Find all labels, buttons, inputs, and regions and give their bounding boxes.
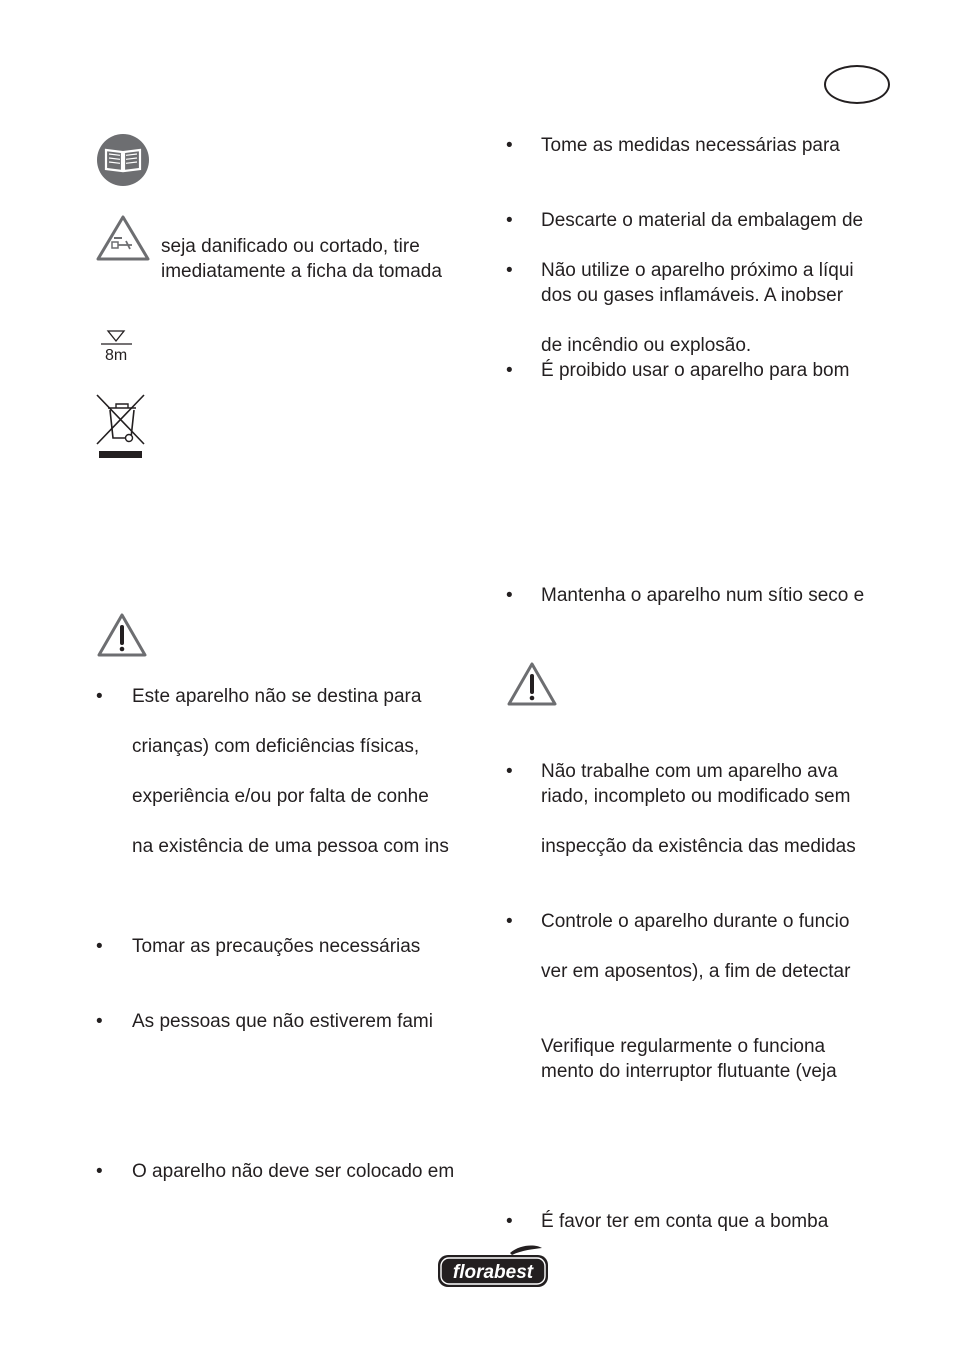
depth-label: 8m xyxy=(105,347,128,364)
cord-damage-warning-icon xyxy=(96,214,150,262)
manual-book-icon xyxy=(96,133,150,187)
right-bullet-5-line-1: Mantenha o aparelho num sítio seco e xyxy=(541,585,865,606)
bullet-marker: • xyxy=(506,1211,513,1232)
bullet-marker: • xyxy=(96,1011,103,1032)
bullet-marker: • xyxy=(96,936,103,957)
right-bullet-7-line-1: Controle o aparelho durante o funcio xyxy=(541,911,850,932)
right-bullet-2-line-1: Descarte o material da embalagem de xyxy=(541,210,864,231)
bullet-marker: • xyxy=(96,1161,103,1182)
bullet-marker: • xyxy=(506,210,513,231)
left-bullet-3-line-1: As pessoas que não estiverem fami xyxy=(132,1011,433,1032)
warning-triangle-icon xyxy=(507,661,557,707)
left-bullet-1-line-2: crianças) com deficiências físicas, xyxy=(132,736,420,757)
right-bullet-7-line-3: Verifique regularmente o funciona xyxy=(541,1036,826,1057)
cord-warning-line-1: seja danificado ou cortado, tire xyxy=(161,236,420,257)
left-bullet-2-line-1: Tomar as precauções necessárias xyxy=(132,936,421,957)
depth-8m-icon xyxy=(98,328,138,348)
cord-warning-line-2: imediatamente a ficha da tomada xyxy=(161,261,442,282)
right-bullet-4-line-1: É proibido usar o aparelho para bom xyxy=(541,360,850,381)
right-bullet-3-line-2: dos ou gases inflamáveis. A inobser xyxy=(541,285,844,306)
bullet-marker: • xyxy=(506,360,513,381)
right-bullet-3-line-3: de incêndio ou explosão. xyxy=(541,335,752,356)
right-bullet-6-line-3: inspecção da existência das medidas xyxy=(541,836,856,857)
right-bullet-6-line-1: Não trabalhe com um aparelho ava xyxy=(541,761,838,782)
language-badge xyxy=(824,65,890,104)
bullet-marker: • xyxy=(506,911,513,932)
weee-crossed-bin-icon xyxy=(96,394,148,460)
left-bullet-4-line-1: O aparelho não deve ser colocado em xyxy=(132,1161,455,1182)
right-bullet-7-line-4: mento do interruptor flutuante (veja xyxy=(541,1061,837,1082)
florabest-logo xyxy=(436,1244,550,1290)
right-bullet-8-line-1: É favor ter em conta que a bomba xyxy=(541,1211,829,1232)
left-bullet-1-line-3: experiência e/ou por falta de conhe xyxy=(132,786,429,807)
bullet-marker: • xyxy=(506,585,513,606)
bullet-marker: • xyxy=(506,260,513,281)
bullet-marker: • xyxy=(506,135,513,156)
left-bullet-1-line-1: Este aparelho não se destina para xyxy=(132,686,422,707)
bullet-marker: • xyxy=(506,761,513,782)
left-bullet-1-line-4: na existência de uma pessoa com ins xyxy=(132,836,449,857)
warning-triangle-icon xyxy=(97,612,147,658)
right-bullet-1-line-1: Tome as medidas necessárias para xyxy=(541,135,840,156)
bullet-marker: • xyxy=(96,686,103,707)
logo-text: florabest xyxy=(452,1262,534,1283)
right-bullet-6-line-2: riado, incompleto ou modificado sem xyxy=(541,786,851,807)
right-bullet-7-line-2: ver em aposentos), a fim de detectar xyxy=(541,961,851,982)
right-bullet-3-line-1: Não utilize o aparelho próximo a líqui xyxy=(541,260,854,281)
